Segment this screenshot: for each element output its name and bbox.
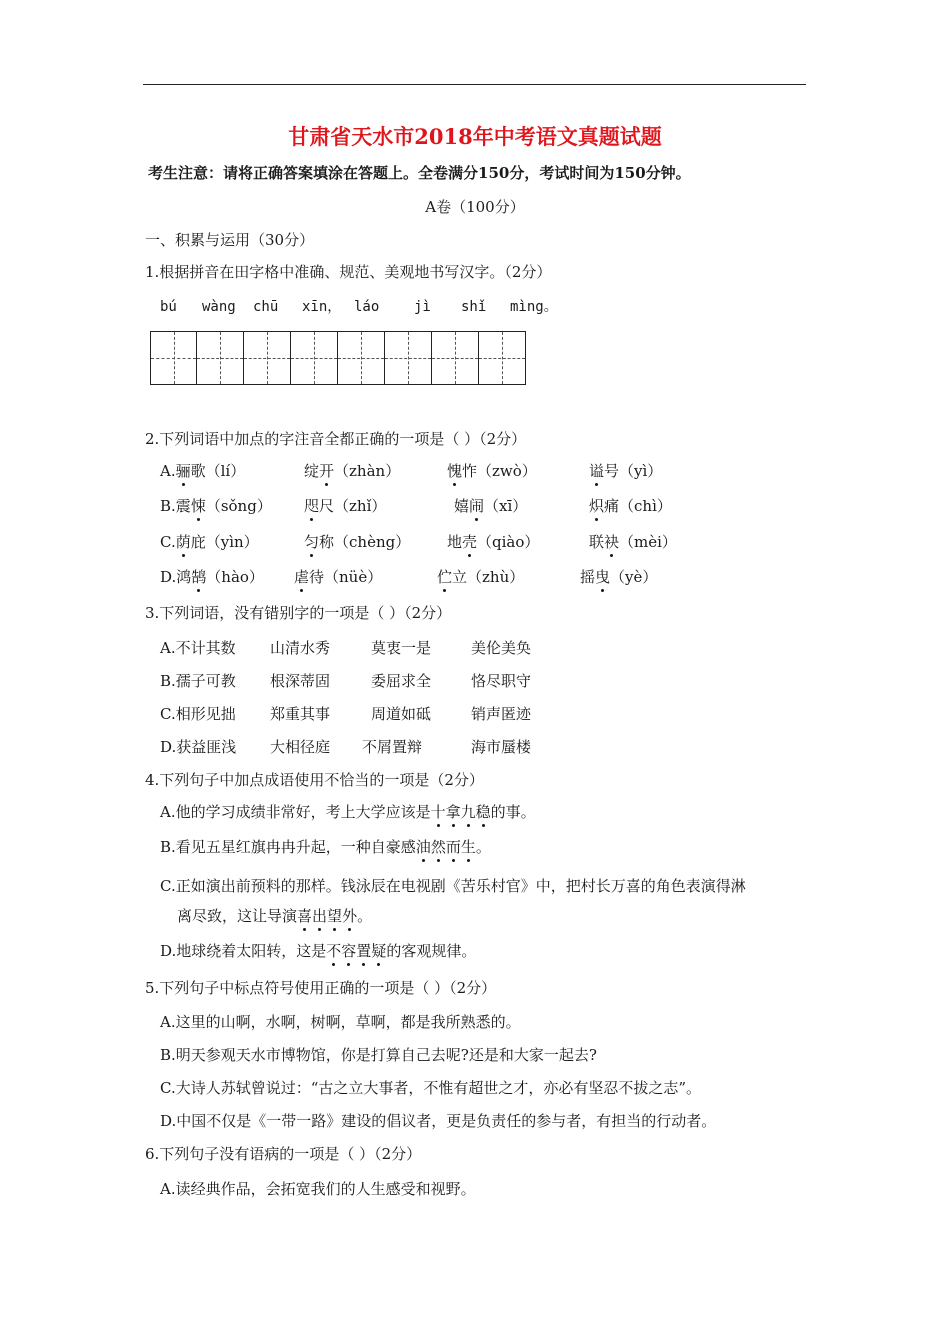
- sentence-text: A.他的学习成绩非常好，考上大学应该是: [160, 803, 431, 821]
- option-suffix: （sǒng）: [205, 497, 272, 515]
- option-prefix: 摇: [580, 568, 596, 586]
- q2-option-b[interactable]: [160, 496, 272, 516]
- dotted-char: 出: [312, 907, 328, 925]
- dotted-char: 稳: [475, 803, 491, 821]
- sentence-text: 的客观规律。: [386, 942, 477, 960]
- option-suffix: 怍（zwò）: [462, 462, 537, 480]
- option-suffix: （zhàn）: [334, 462, 401, 480]
- dotted-char: 不: [326, 942, 342, 960]
- section-heading: 一、积累与运用（30分）: [145, 231, 315, 249]
- dotted-char: 喜: [297, 907, 313, 925]
- q3-b-word: 恪尽职守: [471, 672, 532, 690]
- q2-c-item-4: [589, 532, 677, 552]
- q2-b-item-3: [454, 496, 527, 516]
- dotted-idiom: [431, 803, 491, 821]
- option-label: B.: [160, 497, 176, 515]
- grid-cell[interactable]: [150, 331, 197, 385]
- option-suffix: 号（yì）: [604, 462, 663, 480]
- question-4-stem: 4.下列句子中加点成语使用不恰当的一项是（2分）: [145, 771, 484, 789]
- option-suffix: 称（chèng）: [319, 533, 411, 551]
- q3-b-word: 根深蒂固: [270, 672, 331, 690]
- dotted-char: 咫: [304, 497, 320, 515]
- q5-option-d[interactable]: D.中国不仅是《一带一路》建设的倡议者，更是负责任的参与者，有担当的行动者。: [160, 1112, 717, 1130]
- sentence-text: B.看见五星红旗冉冉升起，一种自豪感: [160, 838, 416, 856]
- pinyin-3: chū: [253, 299, 279, 315]
- dotted-char: 开: [319, 462, 335, 480]
- q4-option-a[interactable]: [160, 802, 536, 822]
- grid-cell[interactable]: [197, 331, 244, 385]
- sentence-text: 。: [357, 907, 373, 925]
- option-suffix: （qiào）: [477, 533, 540, 551]
- pinyin-4: xīn，: [302, 299, 342, 315]
- q3-c-word: 周道如砥: [371, 705, 432, 723]
- q2-option-c[interactable]: [160, 532, 259, 552]
- q2-b-item-4: [589, 496, 672, 516]
- q3-c-word: 销声匿迹: [471, 705, 532, 723]
- dotted-char: 炽: [589, 497, 605, 515]
- option-suffix: （hào）: [206, 568, 264, 586]
- q2-d-item-2: [294, 567, 382, 587]
- option-suffix: （mèi）: [619, 533, 677, 551]
- dotted-char: 闹: [469, 497, 485, 515]
- dotted-char: 悚: [190, 497, 206, 515]
- pinyin-7: shǐ: [461, 299, 487, 315]
- question-5-stem: 5.下列句子中标点符号使用正确的一项是（ ）（2分）: [145, 979, 497, 997]
- q4-option-c-cont: [177, 906, 372, 926]
- dotted-char: 九: [460, 803, 476, 821]
- q2-c-item-3: [447, 532, 539, 552]
- dotted-idiom: [297, 907, 357, 925]
- dotted-char: 曳: [595, 568, 611, 586]
- option-suffix: 歌（lí）: [190, 462, 246, 480]
- pinyin-5: láo: [354, 299, 380, 315]
- paper-a-heading: A卷（100分）: [425, 198, 525, 216]
- q3-a-word: 山清水秀: [270, 639, 331, 657]
- q3-option-b[interactable]: B.孺子可教: [160, 672, 236, 690]
- q3-option-a[interactable]: A.不计其数: [160, 639, 236, 657]
- q2-d-item-4: [580, 567, 657, 587]
- option-suffix: 庇（yìn）: [190, 533, 259, 551]
- grid-cell[interactable]: [432, 331, 479, 385]
- option-suffix: 痛（chì）: [604, 497, 672, 515]
- dotted-char: 愧: [447, 462, 463, 480]
- dotted-char: 拿: [445, 803, 461, 821]
- q6-option-a[interactable]: A.读经典作品，会拓宽我们的人生感受和视野。: [160, 1180, 476, 1198]
- q2-a-item-2: [304, 461, 400, 481]
- dotted-char: 外: [342, 907, 358, 925]
- sentence-text: 。: [475, 838, 491, 856]
- option-prefix: 鸿: [176, 568, 192, 586]
- dotted-char: 生: [460, 838, 476, 856]
- option-prefix: 地: [447, 533, 463, 551]
- option-suffix: 尺（zhǐ）: [319, 497, 387, 515]
- dotted-char: 谥: [589, 462, 605, 480]
- dotted-char: 伫: [437, 568, 453, 586]
- q2-b-item-2: [304, 496, 386, 516]
- grid-cell[interactable]: [291, 331, 338, 385]
- dotted-char: 骊: [175, 462, 191, 480]
- question-3-stem: 3.下列词语，没有错别字的一项是（ ）（2分）: [145, 604, 452, 622]
- q2-a-item-4: [589, 461, 662, 481]
- pinyin-1: bú: [160, 299, 177, 315]
- dotted-char: 然: [430, 838, 446, 856]
- q3-d-word: 海市蜃楼: [471, 738, 532, 756]
- dotted-char: 袂: [604, 533, 620, 551]
- question-2-stem: 2.下列词语中加点的字注音全都正确的一项是（ ）（2分）: [145, 430, 527, 448]
- q2-a-item-3: [447, 461, 537, 481]
- q4-option-d[interactable]: [160, 941, 476, 961]
- q2-option-a[interactable]: [160, 461, 245, 481]
- dotted-char: 壳: [462, 533, 478, 551]
- dotted-char: 十: [430, 803, 446, 821]
- question-6-stem: 6.下列句子没有语病的一项是（ ）（2分）: [145, 1145, 422, 1163]
- q5-option-b[interactable]: B.明天参观天水市博物馆，你是打算自己去呢?还是和大家一起去?: [160, 1046, 597, 1064]
- option-prefix: 嬉: [454, 497, 470, 515]
- dotted-char: 容: [341, 942, 357, 960]
- q2-c-item-2: [304, 532, 410, 552]
- q3-d-word: 不屑置辩: [362, 738, 423, 756]
- dotted-idiom: [326, 942, 386, 960]
- grid-cell[interactable]: [244, 331, 291, 385]
- dotted-char: 油: [415, 838, 431, 856]
- option-prefix: 绽: [304, 462, 320, 480]
- q5-option-c[interactable]: C.大诗人苏轼曾说过：“古之立大事者，不惟有超世之才，亦必有坚忍不拔之志”。: [160, 1079, 702, 1097]
- dotted-char: 疑: [371, 942, 387, 960]
- dotted-char: 而: [445, 838, 461, 856]
- option-label: D.: [160, 568, 177, 586]
- q4-option-b[interactable]: [160, 837, 491, 857]
- page-title: 甘肃省天水市2018年中考语文真题试题: [288, 124, 662, 149]
- q3-option-d[interactable]: D.获益匪浅: [160, 738, 237, 756]
- header-rule: [143, 84, 806, 85]
- option-prefix: 联: [589, 533, 605, 551]
- grid-cell[interactable]: [479, 331, 526, 385]
- pinyin-6: jì: [414, 299, 431, 315]
- option-suffix: 待（nüè）: [309, 568, 383, 586]
- q3-c-word: 郑重其事: [270, 705, 331, 723]
- q3-b-word: 委屈求全: [371, 672, 432, 690]
- option-label: A.: [160, 462, 176, 480]
- option-label: C.: [160, 533, 176, 551]
- sentence-text: 的事。: [490, 803, 536, 821]
- sentence-text: 离尽致，这让导演: [177, 907, 298, 925]
- dotted-char: 置: [356, 942, 372, 960]
- q3-option-c[interactable]: C.相形见拙: [160, 705, 236, 723]
- dotted-char: 望: [327, 907, 343, 925]
- question-1-stem: 1.根据拼音在田字格中准确、规范、美观地书写汉字。（2分）: [145, 263, 552, 281]
- dotted-char: 鹄: [191, 568, 207, 586]
- option-suffix: （xī）: [484, 497, 528, 515]
- dotted-char: 虐: [294, 568, 310, 586]
- q5-option-a[interactable]: A.这里的山啊，水啊，树啊，草啊，都是我所熟悉的。: [160, 1013, 521, 1031]
- option-prefix: 震: [175, 497, 191, 515]
- dotted-idiom: [416, 838, 476, 856]
- grid-cell[interactable]: [338, 331, 385, 385]
- pinyin-8: mìng。: [510, 299, 558, 315]
- dotted-char: 荫: [175, 533, 191, 551]
- q3-a-word: 美伦美奂: [471, 639, 532, 657]
- pinyin-2: wàng: [202, 299, 236, 315]
- option-suffix: （yè）: [610, 568, 658, 586]
- q3-d-word: 大相径庭: [270, 738, 331, 756]
- dotted-char: 匀: [304, 533, 320, 551]
- writing-grid[interactable]: [150, 331, 526, 385]
- sentence-text: D.地球绕着太阳转，这是: [160, 942, 327, 960]
- q2-option-d[interactable]: [160, 567, 264, 587]
- q2-d-item-3: [437, 567, 524, 587]
- exam-notice: 考生注意：请将正确答案填涂在答题上。全卷满分150分，考试时间为150分钟。: [148, 164, 691, 182]
- q4-option-c[interactable]: C.正如演出前预料的那样。钱泳辰在电视剧《苦乐村官》中，把村长万喜的角色表演得淋: [160, 877, 746, 895]
- grid-cell[interactable]: [385, 331, 432, 385]
- option-suffix: 立（zhù）: [452, 568, 525, 586]
- q3-a-word: 莫衷一是: [371, 639, 432, 657]
